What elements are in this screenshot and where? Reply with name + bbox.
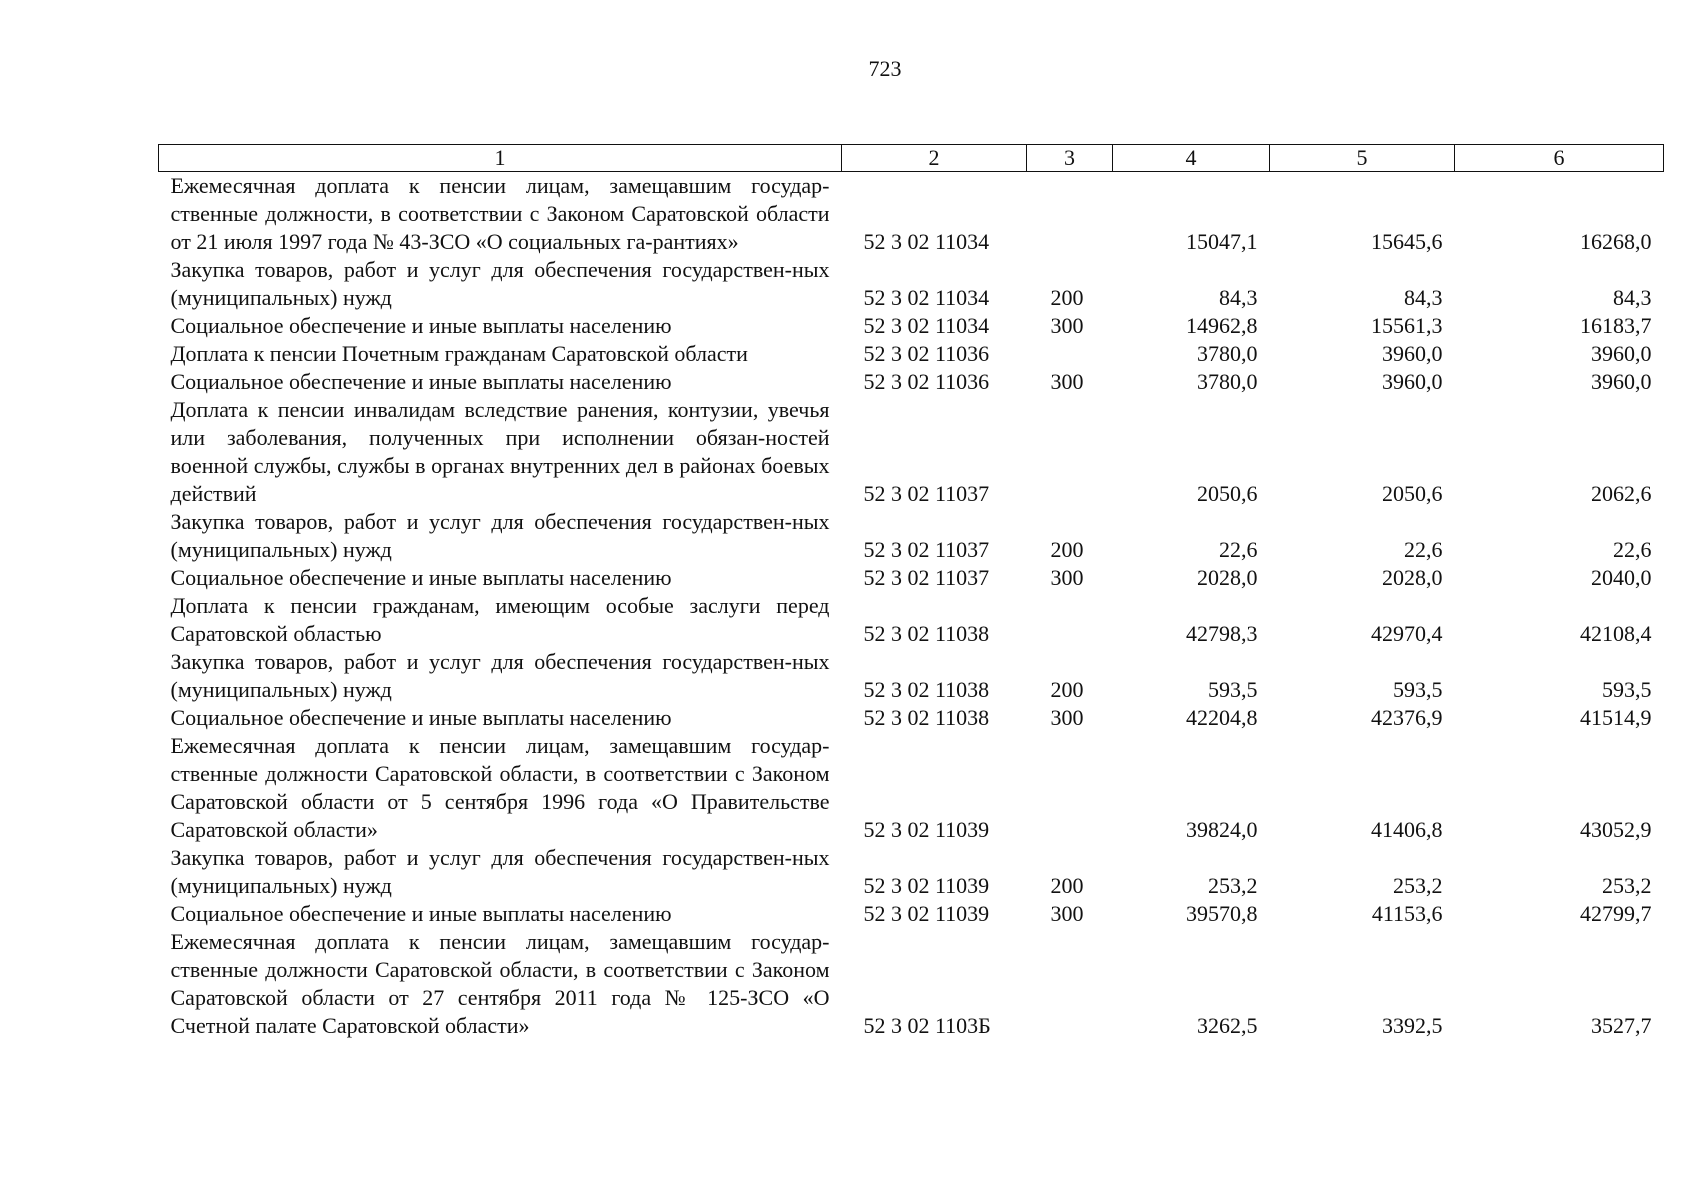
row-name-cell: Социальное обеспечение и иные выплаты населению — [170, 705, 672, 730]
row-value-5-cell: 3392,5 — [1382, 1013, 1443, 1038]
row-value-6-cell: 3960,0 — [1591, 369, 1652, 394]
row-code-cell: 52 3 02 11039 — [863, 873, 990, 898]
row-expense-type-cell: 200 — [1050, 285, 1084, 310]
row-name-cell: Закупка товаров, работ и услуг для обеспечения государствен-ных (муниципальных) нужд — [170, 509, 830, 562]
row-name-cell: Социальное обеспечение и иные выплаты населению — [170, 313, 672, 338]
row-value-4-cell: 42204,8 — [1186, 705, 1258, 730]
row-expense-type-cell: 200 — [1050, 537, 1084, 562]
row-expense-type-cell: 300 — [1050, 369, 1084, 394]
row-value-5-cell: 3960,0 — [1382, 369, 1443, 394]
row-name-cell: Социальное обеспечение и иные выплаты населению — [170, 565, 672, 590]
row-expense-type-cell: 300 — [1050, 313, 1084, 338]
row-value-5-cell: 42970,4 — [1371, 621, 1443, 646]
table-row — [159, 172, 1664, 257]
row-code-cell: 52 3 02 11034 — [863, 229, 990, 254]
row-value-4-cell: 3780,0 — [1197, 341, 1258, 366]
row-value-5-cell: 3960,0 — [1382, 341, 1443, 366]
column-header-6: 6 — [1455, 145, 1664, 172]
row-value-6-cell: 84,3 — [1613, 285, 1652, 310]
column-header-2: 2 — [842, 145, 1027, 172]
row-value-5-cell: 22,6 — [1404, 537, 1443, 562]
row-value-6-cell: 16268,0 — [1580, 229, 1652, 254]
row-value-4-cell: 42798,3 — [1186, 621, 1258, 646]
row-expense-type-cell: 300 — [1050, 705, 1084, 730]
row-code-cell: 52 3 02 11039 — [863, 817, 990, 842]
table-row — [159, 256, 1664, 312]
page-number: 723 — [868, 56, 902, 81]
row-value-4-cell: 39570,8 — [1186, 901, 1258, 926]
row-value-4-cell: 2028,0 — [1197, 565, 1258, 590]
row-expense-type-cell — [1027, 340, 1113, 368]
row-value-5-cell: 84,3 — [1404, 285, 1443, 310]
row-name-cell: Социальное обеспечение и иные выплаты населению — [170, 901, 672, 926]
column-header-5: 5 — [1270, 145, 1455, 172]
table-row — [159, 340, 1664, 368]
row-expense-type-cell — [1027, 592, 1113, 648]
row-value-5-cell: 41406,8 — [1371, 817, 1443, 842]
row-name-cell: Доплата к пенсии гражданам, имеющим особые заслуги перед Саратовской областью — [170, 593, 830, 646]
budget-table — [158, 144, 1664, 1040]
row-expense-type-cell: 200 — [1050, 873, 1084, 898]
row-value-4-cell: 2050,6 — [1197, 481, 1258, 506]
table-row — [159, 704, 1664, 732]
row-name-cell: Ежемесячная доплата к пенсии лицам, замещавшим государ-ственные должности Саратовской области, в соответствии с Законом Саратовской области от 5 сентября 1996 года «О Правительстве Саратовской области» — [170, 733, 830, 842]
row-code-cell: 52 3 02 11037 — [863, 537, 990, 562]
row-value-5-cell: 2028,0 — [1382, 565, 1443, 590]
column-header-4: 4 — [1113, 145, 1270, 172]
row-name-cell: Ежемесячная доплата к пенсии лицам, замещавшим государ-ственные должности Саратовской области, в соответствии с Законом Саратовской области от 27 сентября 2011 года № 125-ЗСО «О Счетной палате Саратовской области» — [170, 929, 830, 1038]
table-body — [159, 172, 1664, 1041]
row-value-6-cell: 593,5 — [1602, 677, 1652, 702]
row-code-cell: 52 3 02 11036 — [863, 341, 990, 366]
table-row — [159, 564, 1664, 592]
row-value-4-cell: 253,2 — [1208, 873, 1258, 898]
row-code-cell: 52 3 02 11036 — [863, 369, 990, 394]
row-value-6-cell: 41514,9 — [1580, 705, 1652, 730]
row-code-cell: 52 3 02 11039 — [863, 901, 990, 926]
table-row — [159, 508, 1664, 564]
row-value-6-cell: 42799,7 — [1580, 901, 1652, 926]
row-value-5-cell: 15561,3 — [1371, 313, 1443, 338]
row-value-5-cell: 42376,9 — [1371, 705, 1443, 730]
row-value-5-cell: 41153,6 — [1371, 901, 1443, 926]
row-name-cell: Закупка товаров, работ и услуг для обеспечения государствен-ных (муниципальных) нужд — [170, 257, 830, 310]
table-row — [159, 900, 1664, 928]
row-code-cell: 52 3 02 11037 — [863, 481, 990, 506]
row-value-4-cell: 14962,8 — [1186, 313, 1258, 338]
row-name-cell: Ежемесячная доплата к пенсии лицам, замещавшим государ-ственные должности, в соответствии с Законом Саратовской области от 21 июля 1997 года № 43-ЗСО «О социальных га-рантиях» — [170, 173, 830, 254]
row-value-4-cell: 15047,1 — [1186, 229, 1258, 254]
table-row — [159, 368, 1664, 396]
row-value-6-cell: 3960,0 — [1591, 341, 1652, 366]
row-code-cell: 52 3 02 11038 — [863, 677, 990, 702]
row-value-6-cell: 43052,9 — [1580, 817, 1652, 842]
row-value-6-cell: 2040,0 — [1591, 565, 1652, 590]
row-name-cell: Социальное обеспечение и иные выплаты населению — [170, 369, 672, 394]
table-row — [159, 732, 1664, 844]
row-expense-type-cell: 300 — [1050, 565, 1084, 590]
table-header-row — [159, 145, 1664, 172]
row-code-cell: 52 3 02 11034 — [863, 285, 990, 310]
table-row — [159, 396, 1664, 508]
table-row — [159, 312, 1664, 340]
row-value-5-cell: 593,5 — [1393, 677, 1443, 702]
row-value-6-cell: 3527,7 — [1591, 1013, 1652, 1038]
row-name-cell: Доплата к пенсии инвалидам вследствие ранения, контузии, увечья или заболевания, полученных при исполнении обязан-ностей военной службы, службы в органах внутренних дел в районах боевых действий — [170, 397, 830, 506]
row-value-4-cell: 3780,0 — [1197, 369, 1258, 394]
table-row — [159, 844, 1664, 900]
row-value-5-cell: 2050,6 — [1382, 481, 1443, 506]
row-value-4-cell: 39824,0 — [1186, 817, 1258, 842]
row-value-6-cell: 42108,4 — [1580, 621, 1652, 646]
table-row — [159, 928, 1664, 1040]
row-code-cell: 52 3 02 11037 — [863, 565, 990, 590]
column-header-1: 1 — [159, 145, 842, 172]
row-value-4-cell: 3262,5 — [1197, 1013, 1258, 1038]
row-value-4-cell: 22,6 — [1219, 537, 1258, 562]
table-row — [159, 648, 1664, 704]
row-expense-type-cell: 300 — [1050, 901, 1084, 926]
row-name-cell: Закупка товаров, работ и услуг для обеспечения государствен-ных (муниципальных) нужд — [170, 649, 830, 702]
row-value-6-cell: 22,6 — [1613, 537, 1652, 562]
row-code-cell: 52 3 02 1103Б — [863, 1013, 991, 1038]
row-name-cell: Закупка товаров, работ и услуг для обеспечения государствен-ных (муниципальных) нужд — [170, 845, 830, 898]
row-expense-type-cell — [1027, 732, 1113, 844]
row-code-cell: 52 3 02 11038 — [863, 621, 990, 646]
row-expense-type-cell — [1027, 172, 1113, 257]
row-code-cell: 52 3 02 11038 — [863, 705, 990, 730]
column-header-3: 3 — [1027, 145, 1113, 172]
row-value-6-cell: 2062,6 — [1591, 481, 1652, 506]
table-row — [159, 592, 1664, 648]
row-value-6-cell: 253,2 — [1602, 873, 1652, 898]
row-expense-type-cell: 200 — [1050, 677, 1084, 702]
row-code-cell: 52 3 02 11034 — [863, 313, 990, 338]
row-value-6-cell: 16183,7 — [1580, 313, 1652, 338]
row-expense-type-cell — [1027, 396, 1113, 508]
row-value-4-cell: 84,3 — [1219, 285, 1258, 310]
row-value-5-cell: 253,2 — [1393, 873, 1443, 898]
row-name-cell: Доплата к пенсии Почетным гражданам Саратовской области — [170, 341, 748, 366]
row-value-4-cell: 593,5 — [1208, 677, 1258, 702]
row-value-5-cell: 15645,6 — [1371, 229, 1443, 254]
row-expense-type-cell — [1027, 928, 1113, 1040]
